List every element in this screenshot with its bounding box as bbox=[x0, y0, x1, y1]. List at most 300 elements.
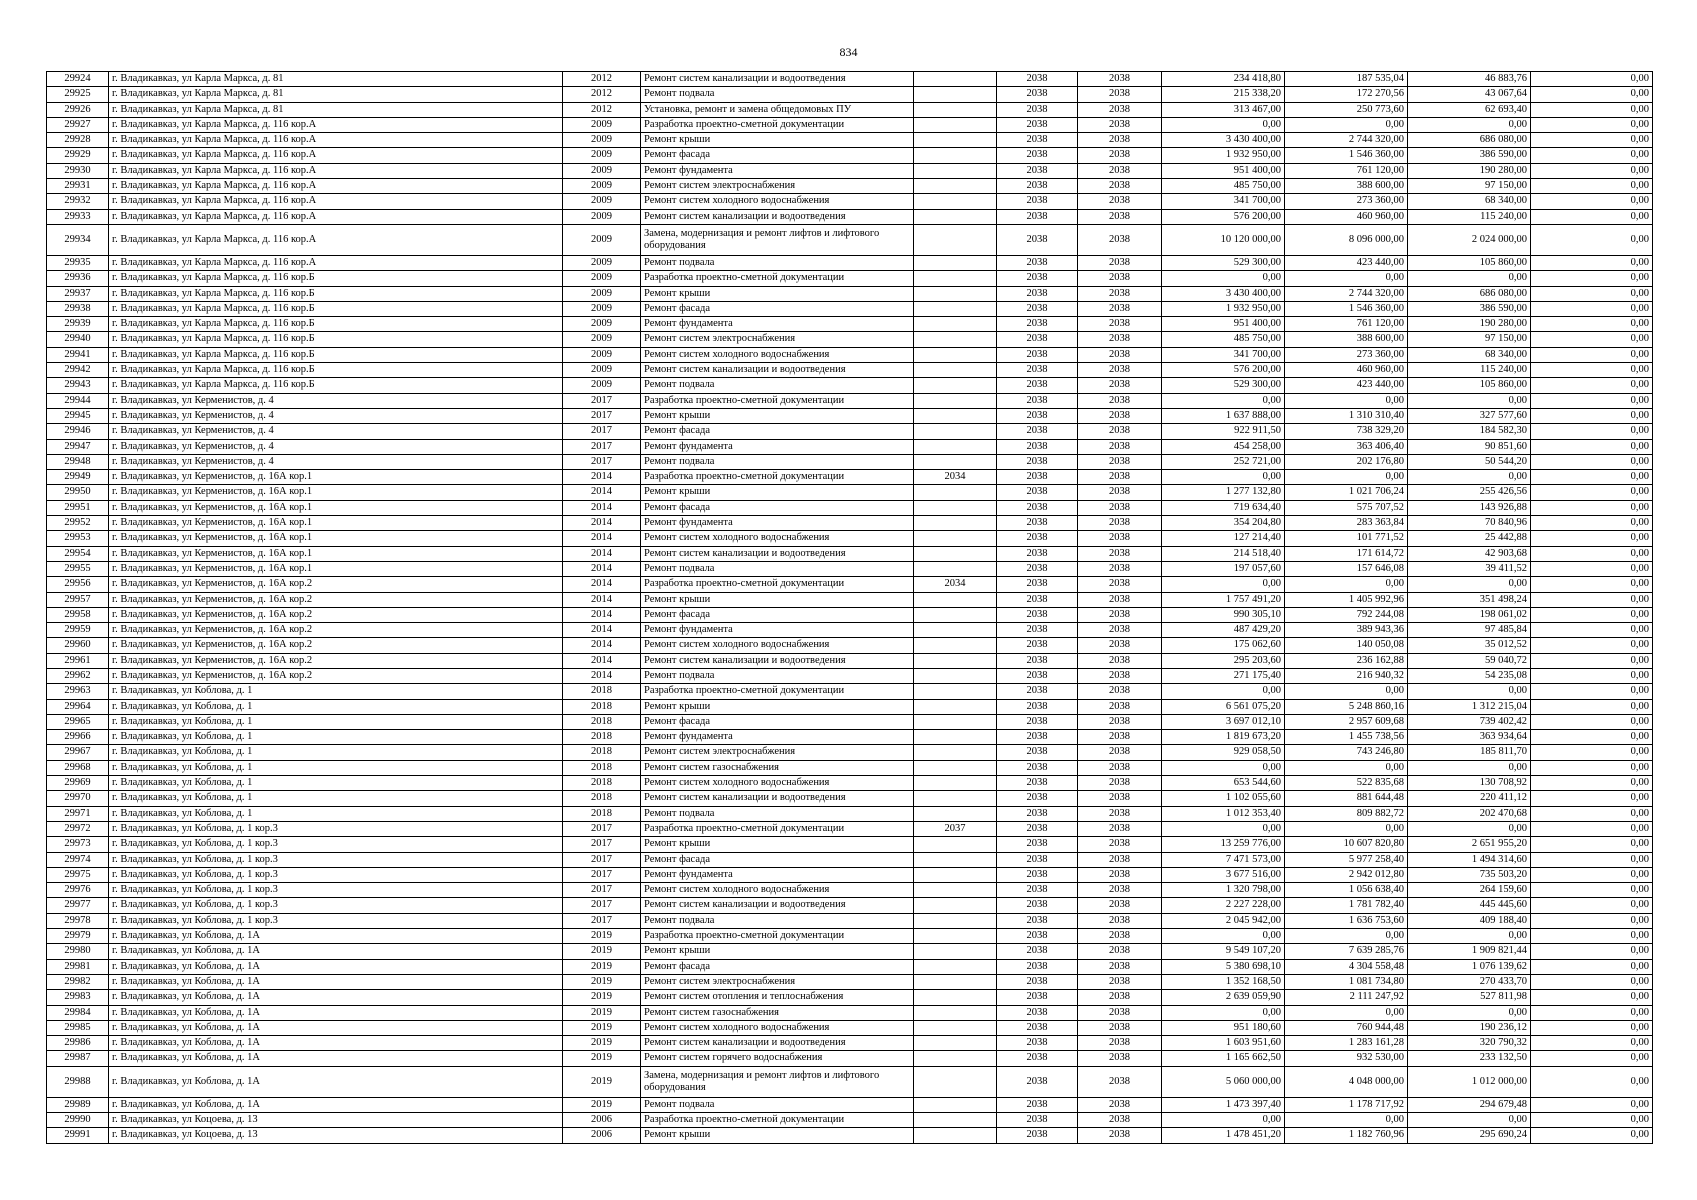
cell-construction-year: 2014 bbox=[563, 470, 641, 485]
cell-planned-year bbox=[914, 408, 997, 423]
cell-row-number: 29987 bbox=[47, 1051, 109, 1066]
cell-fund-amount: 743 246,80 bbox=[1285, 745, 1408, 760]
cell-other-amount: 0,00 bbox=[1531, 638, 1653, 653]
cell-construction-year: 2017 bbox=[563, 439, 641, 454]
cell-row-number: 29955 bbox=[47, 561, 109, 576]
table-row bbox=[47, 454, 1653, 469]
cell-address: г. Владикавказ, ул Коблова, д. 1А bbox=[109, 1051, 563, 1066]
cell-row-number: 29991 bbox=[47, 1128, 109, 1143]
cell-work-type: Ремонт систем канализации и водоотведения bbox=[641, 898, 914, 913]
cell-planned-year bbox=[914, 944, 997, 959]
cell-total-cost: 3 677 516,00 bbox=[1162, 867, 1285, 882]
cell-total-cost: 341 700,00 bbox=[1162, 194, 1285, 209]
cell-planned-year bbox=[914, 623, 997, 638]
cell-work-type: Ремонт систем холодного водоснабжения bbox=[641, 883, 914, 898]
table-row bbox=[47, 745, 1653, 760]
cell-owner-amount: 327 577,60 bbox=[1408, 408, 1531, 423]
table-row bbox=[47, 546, 1653, 561]
cell-period-start: 2038 bbox=[997, 1051, 1078, 1066]
cell-fund-amount: 761 120,00 bbox=[1285, 163, 1408, 178]
cell-period-start: 2038 bbox=[997, 117, 1078, 132]
cell-address: г. Владикавказ, ул Коблова, д. 1 кор.3 bbox=[109, 821, 563, 836]
cell-row-number: 29941 bbox=[47, 347, 109, 362]
cell-address: г. Владикавказ, ул Карла Маркса, д. 116 кор.А bbox=[109, 255, 563, 270]
cell-owner-amount: 59 040,72 bbox=[1408, 653, 1531, 668]
cell-owner-amount: 185 811,70 bbox=[1408, 745, 1531, 760]
cell-work-type: Ремонт фасада bbox=[641, 714, 914, 729]
cell-work-type: Ремонт фасада bbox=[641, 301, 914, 316]
cell-fund-amount: 0,00 bbox=[1285, 760, 1408, 775]
table-row bbox=[47, 929, 1653, 944]
cell-address: г. Владикавказ, ул Коблова, д. 1 кор.3 bbox=[109, 867, 563, 882]
cell-construction-year: 2009 bbox=[563, 117, 641, 132]
cell-construction-year: 2009 bbox=[563, 317, 641, 332]
table-row bbox=[47, 638, 1653, 653]
cell-address: г. Владикавказ, ул Коблова, д. 1А bbox=[109, 1066, 563, 1097]
cell-work-type: Ремонт систем канализации и водоотведения bbox=[641, 1036, 914, 1051]
cell-construction-year: 2009 bbox=[563, 224, 641, 255]
cell-total-cost: 454 258,00 bbox=[1162, 439, 1285, 454]
cell-period-end: 2038 bbox=[1078, 470, 1162, 485]
cell-period-start: 2038 bbox=[997, 255, 1078, 270]
cell-construction-year: 2017 bbox=[563, 852, 641, 867]
cell-row-number: 29950 bbox=[47, 485, 109, 500]
cell-fund-amount: 575 707,52 bbox=[1285, 500, 1408, 515]
cell-total-cost: 3 697 012,10 bbox=[1162, 714, 1285, 729]
cell-row-number: 29963 bbox=[47, 684, 109, 699]
cell-address: г. Владикавказ, ул Коцоева, д. 13 bbox=[109, 1113, 563, 1128]
cell-period-end: 2038 bbox=[1078, 929, 1162, 944]
cell-period-end: 2038 bbox=[1078, 1020, 1162, 1035]
cell-planned-year bbox=[914, 102, 997, 117]
cell-row-number: 29935 bbox=[47, 255, 109, 270]
table-row bbox=[47, 363, 1653, 378]
cell-total-cost: 3 430 400,00 bbox=[1162, 133, 1285, 148]
cell-total-cost: 313 467,00 bbox=[1162, 102, 1285, 117]
cell-planned-year bbox=[914, 867, 997, 882]
cell-construction-year: 2012 bbox=[563, 102, 641, 117]
table-row bbox=[47, 561, 1653, 576]
cell-fund-amount: 273 360,00 bbox=[1285, 347, 1408, 362]
cell-planned-year bbox=[914, 531, 997, 546]
cell-owner-amount: 184 582,30 bbox=[1408, 424, 1531, 439]
cell-construction-year: 2019 bbox=[563, 1020, 641, 1035]
cell-total-cost: 529 300,00 bbox=[1162, 255, 1285, 270]
table-row bbox=[47, 516, 1653, 531]
cell-owner-amount: 2 024 000,00 bbox=[1408, 224, 1531, 255]
cell-address: г. Владикавказ, ул Коблова, д. 1 bbox=[109, 791, 563, 806]
cell-owner-amount: 198 061,02 bbox=[1408, 607, 1531, 622]
cell-work-type: Ремонт подвала bbox=[641, 561, 914, 576]
cell-construction-year: 2018 bbox=[563, 714, 641, 729]
cell-owner-amount: 130 708,92 bbox=[1408, 776, 1531, 791]
cell-owner-amount: 42 903,68 bbox=[1408, 546, 1531, 561]
cell-planned-year bbox=[914, 271, 997, 286]
cell-work-type: Ремонт систем холодного водоснабжения bbox=[641, 638, 914, 653]
table-row bbox=[47, 898, 1653, 913]
cell-construction-year: 2006 bbox=[563, 1113, 641, 1128]
cell-work-type: Разработка проектно-сметной документации bbox=[641, 271, 914, 286]
cell-owner-amount: 294 679,48 bbox=[1408, 1097, 1531, 1112]
cell-row-number: 29959 bbox=[47, 623, 109, 638]
cell-fund-amount: 1 283 161,28 bbox=[1285, 1036, 1408, 1051]
cell-period-start: 2038 bbox=[997, 286, 1078, 301]
cell-owner-amount: 202 470,68 bbox=[1408, 806, 1531, 821]
cell-other-amount: 0,00 bbox=[1531, 1113, 1653, 1128]
table-body bbox=[47, 72, 1653, 1144]
cell-other-amount: 0,00 bbox=[1531, 821, 1653, 836]
table-row bbox=[47, 944, 1653, 959]
cell-row-number: 29948 bbox=[47, 454, 109, 469]
cell-period-end: 2038 bbox=[1078, 561, 1162, 576]
cell-period-start: 2038 bbox=[997, 990, 1078, 1005]
cell-row-number: 29961 bbox=[47, 653, 109, 668]
cell-period-start: 2038 bbox=[997, 424, 1078, 439]
table-row bbox=[47, 194, 1653, 209]
cell-owner-amount: 0,00 bbox=[1408, 760, 1531, 775]
cell-construction-year: 2009 bbox=[563, 163, 641, 178]
cell-fund-amount: 7 639 285,76 bbox=[1285, 944, 1408, 959]
cell-other-amount: 0,00 bbox=[1531, 990, 1653, 1005]
cell-total-cost: 6 561 075,20 bbox=[1162, 699, 1285, 714]
cell-period-end: 2038 bbox=[1078, 454, 1162, 469]
table-row bbox=[47, 72, 1653, 87]
cell-address: г. Владикавказ, ул Карла Маркса, д. 116 кор.А bbox=[109, 163, 563, 178]
cell-row-number: 29957 bbox=[47, 592, 109, 607]
cell-period-start: 2038 bbox=[997, 1128, 1078, 1143]
cell-period-start: 2038 bbox=[997, 87, 1078, 102]
cell-other-amount: 0,00 bbox=[1531, 286, 1653, 301]
cell-address: г. Владикавказ, ул Керменистов, д. 16А кор.1 bbox=[109, 516, 563, 531]
cell-work-type: Ремонт систем газоснабжения bbox=[641, 1005, 914, 1020]
cell-period-start: 2038 bbox=[997, 867, 1078, 882]
cell-period-start: 2038 bbox=[997, 408, 1078, 423]
cell-planned-year bbox=[914, 776, 997, 791]
cell-period-start: 2038 bbox=[997, 546, 1078, 561]
cell-planned-year bbox=[914, 117, 997, 132]
cell-work-type: Ремонт крыши bbox=[641, 837, 914, 852]
cell-planned-year bbox=[914, 638, 997, 653]
cell-other-amount: 0,00 bbox=[1531, 255, 1653, 270]
table-row bbox=[47, 699, 1653, 714]
cell-construction-year: 2012 bbox=[563, 87, 641, 102]
cell-other-amount: 0,00 bbox=[1531, 408, 1653, 423]
cell-other-amount: 0,00 bbox=[1531, 1036, 1653, 1051]
cell-row-number: 29929 bbox=[47, 148, 109, 163]
cell-address: г. Владикавказ, ул Карла Маркса, д. 81 bbox=[109, 72, 563, 87]
cell-construction-year: 2019 bbox=[563, 1051, 641, 1066]
cell-construction-year: 2009 bbox=[563, 378, 641, 393]
cell-work-type: Ремонт систем канализации и водоотведения bbox=[641, 72, 914, 87]
cell-total-cost: 3 430 400,00 bbox=[1162, 286, 1285, 301]
cell-address: г. Владикавказ, ул Керменистов, д. 16А кор.2 bbox=[109, 653, 563, 668]
cell-owner-amount: 68 340,00 bbox=[1408, 347, 1531, 362]
cell-planned-year bbox=[914, 148, 997, 163]
cell-work-type: Ремонт крыши bbox=[641, 286, 914, 301]
cell-other-amount: 0,00 bbox=[1531, 194, 1653, 209]
cell-other-amount: 0,00 bbox=[1531, 148, 1653, 163]
cell-construction-year: 2019 bbox=[563, 1036, 641, 1051]
cell-fund-amount: 1 081 734,80 bbox=[1285, 974, 1408, 989]
cell-planned-year bbox=[914, 990, 997, 1005]
cell-period-end: 2038 bbox=[1078, 531, 1162, 546]
cell-work-type: Ремонт подвала bbox=[641, 87, 914, 102]
cell-owner-amount: 686 080,00 bbox=[1408, 133, 1531, 148]
cell-planned-year: 2037 bbox=[914, 821, 997, 836]
cell-period-end: 2038 bbox=[1078, 1066, 1162, 1097]
cell-planned-year bbox=[914, 286, 997, 301]
cell-owner-amount: 1 312 215,04 bbox=[1408, 699, 1531, 714]
cell-period-end: 2038 bbox=[1078, 883, 1162, 898]
cell-fund-amount: 2 744 320,00 bbox=[1285, 133, 1408, 148]
cell-owner-amount: 264 159,60 bbox=[1408, 883, 1531, 898]
cell-work-type: Ремонт фасада bbox=[641, 148, 914, 163]
cell-other-amount: 0,00 bbox=[1531, 470, 1653, 485]
cell-fund-amount: 460 960,00 bbox=[1285, 209, 1408, 224]
cell-owner-amount: 54 235,08 bbox=[1408, 668, 1531, 683]
cell-construction-year: 2017 bbox=[563, 837, 641, 852]
cell-other-amount: 0,00 bbox=[1531, 607, 1653, 622]
cell-work-type: Ремонт систем электроснабжения bbox=[641, 745, 914, 760]
cell-construction-year: 2019 bbox=[563, 974, 641, 989]
cell-construction-year: 2014 bbox=[563, 623, 641, 638]
cell-address: г. Владикавказ, ул Коблова, д. 1А bbox=[109, 1020, 563, 1035]
cell-row-number: 29942 bbox=[47, 363, 109, 378]
cell-total-cost: 341 700,00 bbox=[1162, 347, 1285, 362]
cell-total-cost: 485 750,00 bbox=[1162, 179, 1285, 194]
cell-owner-amount: 0,00 bbox=[1408, 929, 1531, 944]
cell-construction-year: 2019 bbox=[563, 944, 641, 959]
cell-period-start: 2038 bbox=[997, 363, 1078, 378]
cell-planned-year bbox=[914, 424, 997, 439]
cell-other-amount: 0,00 bbox=[1531, 378, 1653, 393]
cell-address: г. Владикавказ, ул Карла Маркса, д. 116 кор.А bbox=[109, 133, 563, 148]
cell-period-end: 2038 bbox=[1078, 393, 1162, 408]
cell-fund-amount: 881 644,48 bbox=[1285, 791, 1408, 806]
table-row bbox=[47, 470, 1653, 485]
cell-owner-amount: 0,00 bbox=[1408, 117, 1531, 132]
table-row bbox=[47, 607, 1653, 622]
cell-row-number: 29985 bbox=[47, 1020, 109, 1035]
cell-period-start: 2038 bbox=[997, 959, 1078, 974]
cell-period-start: 2038 bbox=[997, 439, 1078, 454]
cell-other-amount: 0,00 bbox=[1531, 577, 1653, 592]
cell-period-end: 2038 bbox=[1078, 224, 1162, 255]
cell-fund-amount: 389 943,36 bbox=[1285, 623, 1408, 638]
cell-construction-year: 2018 bbox=[563, 806, 641, 821]
table-row bbox=[47, 668, 1653, 683]
cell-period-end: 2038 bbox=[1078, 1051, 1162, 1066]
cell-period-start: 2038 bbox=[997, 470, 1078, 485]
cell-planned-year bbox=[914, 439, 997, 454]
cell-work-type: Ремонт систем холодного водоснабжения bbox=[641, 1020, 914, 1035]
cell-total-cost: 234 418,80 bbox=[1162, 72, 1285, 87]
cell-period-start: 2038 bbox=[997, 714, 1078, 729]
cell-total-cost: 0,00 bbox=[1162, 684, 1285, 699]
cell-work-type: Ремонт фундамента bbox=[641, 317, 914, 332]
cell-other-amount: 0,00 bbox=[1531, 1051, 1653, 1066]
cell-construction-year: 2017 bbox=[563, 821, 641, 836]
table-row bbox=[47, 1005, 1653, 1020]
cell-owner-amount: 90 851,60 bbox=[1408, 439, 1531, 454]
cell-other-amount: 0,00 bbox=[1531, 1128, 1653, 1143]
cell-construction-year: 2014 bbox=[563, 561, 641, 576]
cell-period-end: 2038 bbox=[1078, 378, 1162, 393]
cell-period-start: 2038 bbox=[997, 163, 1078, 178]
cell-other-amount: 0,00 bbox=[1531, 1005, 1653, 1020]
table-row bbox=[47, 913, 1653, 928]
cell-construction-year: 2017 bbox=[563, 454, 641, 469]
cell-total-cost: 0,00 bbox=[1162, 760, 1285, 775]
cell-construction-year: 2014 bbox=[563, 607, 641, 622]
cell-address: г. Владикавказ, ул Коблова, д. 1 кор.3 bbox=[109, 883, 563, 898]
table-row bbox=[47, 990, 1653, 1005]
cell-address: г. Владикавказ, ул Коблова, д. 1А bbox=[109, 1097, 563, 1112]
cell-address: г. Владикавказ, ул Карла Маркса, д. 116 кор.А bbox=[109, 148, 563, 163]
cell-other-amount: 0,00 bbox=[1531, 776, 1653, 791]
cell-fund-amount: 0,00 bbox=[1285, 1113, 1408, 1128]
cell-other-amount: 0,00 bbox=[1531, 745, 1653, 760]
cell-construction-year: 2018 bbox=[563, 745, 641, 760]
cell-period-start: 2038 bbox=[997, 271, 1078, 286]
cell-fund-amount: 2 111 247,92 bbox=[1285, 990, 1408, 1005]
cell-work-type: Разработка проектно-сметной документации bbox=[641, 393, 914, 408]
cell-construction-year: 2018 bbox=[563, 730, 641, 745]
cell-address: г. Владикавказ, ул Коблова, д. 1 bbox=[109, 730, 563, 745]
cell-other-amount: 0,00 bbox=[1531, 332, 1653, 347]
cell-total-cost: 0,00 bbox=[1162, 929, 1285, 944]
cell-address: г. Владикавказ, ул Коблова, д. 1 кор.3 bbox=[109, 852, 563, 867]
cell-other-amount: 0,00 bbox=[1531, 883, 1653, 898]
cell-planned-year bbox=[914, 913, 997, 928]
cell-fund-amount: 283 363,84 bbox=[1285, 516, 1408, 531]
cell-construction-year: 2014 bbox=[563, 668, 641, 683]
cell-other-amount: 0,00 bbox=[1531, 87, 1653, 102]
cell-owner-amount: 409 188,40 bbox=[1408, 913, 1531, 928]
cell-other-amount: 0,00 bbox=[1531, 179, 1653, 194]
cell-period-start: 2038 bbox=[997, 730, 1078, 745]
cell-period-start: 2038 bbox=[997, 653, 1078, 668]
cell-work-type: Ремонт систем отопления и теплоснабжения bbox=[641, 990, 914, 1005]
table-row bbox=[47, 148, 1653, 163]
cell-other-amount: 0,00 bbox=[1531, 301, 1653, 316]
cell-total-cost: 1 603 951,60 bbox=[1162, 1036, 1285, 1051]
cell-address: г. Владикавказ, ул Коблова, д. 1А bbox=[109, 929, 563, 944]
cell-other-amount: 0,00 bbox=[1531, 837, 1653, 852]
cell-fund-amount: 0,00 bbox=[1285, 470, 1408, 485]
cell-period-start: 2038 bbox=[997, 806, 1078, 821]
cell-construction-year: 2009 bbox=[563, 194, 641, 209]
cell-period-start: 2038 bbox=[997, 684, 1078, 699]
cell-fund-amount: 522 835,68 bbox=[1285, 776, 1408, 791]
cell-row-number: 29967 bbox=[47, 745, 109, 760]
cell-other-amount: 0,00 bbox=[1531, 760, 1653, 775]
cell-address: г. Владикавказ, ул Коблова, д. 1А bbox=[109, 959, 563, 974]
cell-period-end: 2038 bbox=[1078, 148, 1162, 163]
cell-construction-year: 2014 bbox=[563, 592, 641, 607]
cell-owner-amount: 190 236,12 bbox=[1408, 1020, 1531, 1035]
cell-address: г. Владикавказ, ул Керменистов, д. 16А кор.2 bbox=[109, 638, 563, 653]
cell-work-type: Ремонт крыши bbox=[641, 699, 914, 714]
cell-owner-amount: 35 012,52 bbox=[1408, 638, 1531, 653]
table-row bbox=[47, 1036, 1653, 1051]
cell-row-number: 29938 bbox=[47, 301, 109, 316]
cell-total-cost: 1 757 491,20 bbox=[1162, 592, 1285, 607]
cell-planned-year bbox=[914, 332, 997, 347]
cell-period-end: 2038 bbox=[1078, 1128, 1162, 1143]
cell-owner-amount: 320 790,32 bbox=[1408, 1036, 1531, 1051]
cell-address: г. Владикавказ, ул Карла Маркса, д. 116 кор.А bbox=[109, 224, 563, 255]
cell-period-start: 2038 bbox=[997, 898, 1078, 913]
cell-address: г. Владикавказ, ул Карла Маркса, д. 116 кор.Б bbox=[109, 363, 563, 378]
cell-period-end: 2038 bbox=[1078, 806, 1162, 821]
cell-period-start: 2038 bbox=[997, 776, 1078, 791]
cell-planned-year bbox=[914, 714, 997, 729]
cell-period-start: 2038 bbox=[997, 332, 1078, 347]
cell-construction-year: 2014 bbox=[563, 485, 641, 500]
cell-fund-amount: 738 329,20 bbox=[1285, 424, 1408, 439]
cell-other-amount: 0,00 bbox=[1531, 1097, 1653, 1112]
cell-period-end: 2038 bbox=[1078, 194, 1162, 209]
cell-construction-year: 2014 bbox=[563, 546, 641, 561]
cell-address: г. Владикавказ, ул Коблова, д. 1 bbox=[109, 714, 563, 729]
cell-address: г. Владикавказ, ул Коблова, д. 1 кор.3 bbox=[109, 913, 563, 928]
cell-period-end: 2038 bbox=[1078, 347, 1162, 362]
cell-fund-amount: 1 405 992,96 bbox=[1285, 592, 1408, 607]
cell-construction-year: 2018 bbox=[563, 791, 641, 806]
cell-row-number: 29974 bbox=[47, 852, 109, 867]
cell-period-end: 2038 bbox=[1078, 791, 1162, 806]
cell-period-end: 2038 bbox=[1078, 898, 1162, 913]
cell-construction-year: 2014 bbox=[563, 500, 641, 515]
cell-fund-amount: 216 940,32 bbox=[1285, 668, 1408, 683]
table-row bbox=[47, 317, 1653, 332]
cell-work-type: Ремонт систем электроснабжения bbox=[641, 974, 914, 989]
cell-period-end: 2038 bbox=[1078, 516, 1162, 531]
cell-work-type: Ремонт фасада bbox=[641, 607, 914, 622]
cell-address: г. Владикавказ, ул Карла Маркса, д. 116 кор.Б bbox=[109, 347, 563, 362]
cell-total-cost: 0,00 bbox=[1162, 393, 1285, 408]
cell-period-start: 2038 bbox=[997, 929, 1078, 944]
cell-row-number: 29965 bbox=[47, 714, 109, 729]
cell-period-start: 2038 bbox=[997, 837, 1078, 852]
cell-other-amount: 0,00 bbox=[1531, 929, 1653, 944]
cell-period-start: 2038 bbox=[997, 72, 1078, 87]
cell-planned-year: 2034 bbox=[914, 577, 997, 592]
cell-total-cost: 1 932 950,00 bbox=[1162, 301, 1285, 316]
cell-construction-year: 2019 bbox=[563, 1097, 641, 1112]
table-row bbox=[47, 393, 1653, 408]
cell-address: г. Владикавказ, ул Керменистов, д. 4 bbox=[109, 408, 563, 423]
cell-planned-year bbox=[914, 1128, 997, 1143]
cell-address: г. Владикавказ, ул Коблова, д. 1 bbox=[109, 760, 563, 775]
cell-period-end: 2038 bbox=[1078, 439, 1162, 454]
cell-planned-year bbox=[914, 898, 997, 913]
cell-other-amount: 0,00 bbox=[1531, 117, 1653, 132]
cell-owner-amount: 46 883,76 bbox=[1408, 72, 1531, 87]
cell-planned-year bbox=[914, 87, 997, 102]
table-row bbox=[47, 301, 1653, 316]
cell-total-cost: 487 429,20 bbox=[1162, 623, 1285, 638]
cell-row-number: 29952 bbox=[47, 516, 109, 531]
cell-fund-amount: 0,00 bbox=[1285, 1005, 1408, 1020]
cell-period-start: 2038 bbox=[997, 1036, 1078, 1051]
cell-construction-year: 2009 bbox=[563, 363, 641, 378]
cell-planned-year bbox=[914, 607, 997, 622]
cell-fund-amount: 2 957 609,68 bbox=[1285, 714, 1408, 729]
cell-other-amount: 0,00 bbox=[1531, 393, 1653, 408]
cell-period-start: 2038 bbox=[997, 592, 1078, 607]
